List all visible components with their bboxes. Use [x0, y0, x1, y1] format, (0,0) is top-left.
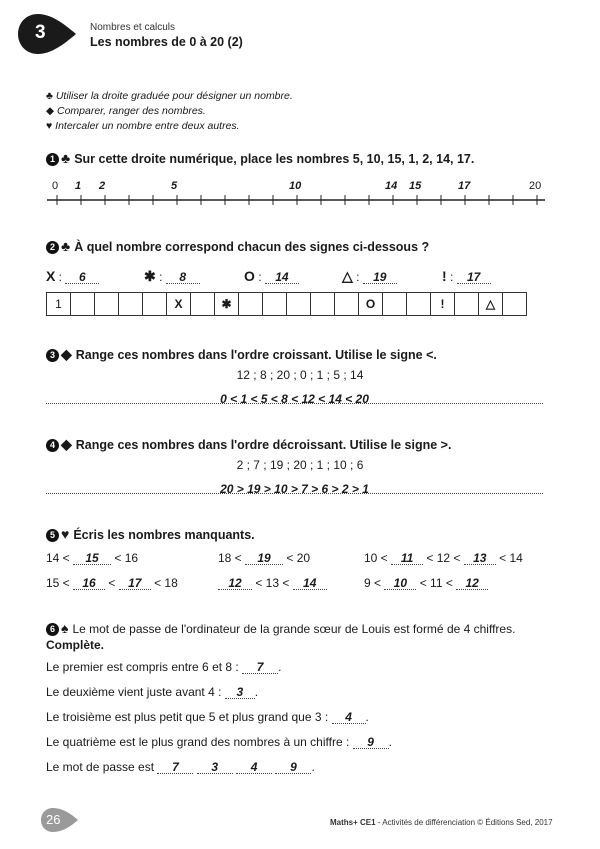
sign-triangle: △ : 19: [342, 268, 397, 285]
exercise-number: 6: [46, 623, 59, 636]
exercise-number: 2: [46, 241, 59, 254]
exercise-number: 4: [46, 439, 59, 452]
heart-icon: ♥: [61, 526, 70, 542]
numbers-to-sort: 2 ; 7 ; 19 ; 20 ; 1 ; 10 ; 6: [236, 458, 364, 472]
page-title: Les nombres de 0 à 20 (2): [90, 35, 243, 49]
sign-star: ✱ : 8: [144, 268, 200, 285]
grid-cell: [383, 293, 407, 316]
tick-label-15: 15: [409, 180, 422, 192]
exercise-number: 1: [46, 153, 59, 166]
grid-cell: [119, 293, 143, 316]
answer-line: [46, 390, 543, 404]
exercise-3-title: 3 ◆ Range ces nombres dans l'ordre croissant. Utilise le signe <.: [46, 346, 437, 363]
grid-cell: !: [431, 293, 455, 316]
spade-icon: ♠: [61, 620, 69, 636]
exercise-6-title: 6 ♠ Le mot de passe de l'ordinateur de la grande sœur de Louis est formé de 4 chiffres. Complète.: [46, 620, 556, 653]
clue-line-4: Le quatrième est le plus grand des nombres à un chiffre : 9 .: [46, 735, 392, 749]
diamond-icon: ◆: [61, 346, 72, 362]
answer-text: 20 > 19 > 10 > 7 > 6 > 2 > 1: [220, 482, 369, 496]
grid-cell: [335, 293, 359, 316]
diamond-icon: ◆: [46, 105, 55, 117]
clue-line-3: Le troisième est plus petit que 5 et plus grand que 3 : 4 .: [46, 710, 369, 724]
grid-cell: [503, 293, 527, 316]
grid-cell: 1: [47, 293, 71, 316]
exercise-number: 3: [46, 349, 59, 362]
grid-cell: △: [479, 293, 503, 316]
tick-label-14: 14: [385, 180, 398, 192]
grid-cell: ✱: [215, 293, 239, 316]
chapter-badge: [16, 12, 78, 56]
numbers-to-sort: 12 ; 8 ; 20 ; 0 ; 1 ; 5 ; 14: [236, 368, 364, 382]
tick-label-2: 2: [99, 180, 106, 192]
exercise-2-title: 2 ♣ À quel nombre correspond chacun des signes ci-dessous ?: [46, 238, 429, 254]
grid-cell: [263, 293, 287, 316]
heart-icon: ♥: [46, 120, 53, 132]
tick-label-5: 5: [171, 180, 178, 192]
tick-label-10: 10: [289, 180, 302, 192]
grid-cell: [311, 293, 335, 316]
grid-cell: [287, 293, 311, 316]
clue-line-2: Le deuxième vient juste avant 4 : 3 .: [46, 685, 259, 699]
objectives: [46, 89, 293, 134]
exercise-1-title: 1 ♣ Sur cette droite numérique, place les nombres 5, 10, 15, 1, 2, 14, 17.: [46, 150, 474, 166]
tick-label-1: 1: [75, 180, 82, 192]
club-icon: ♣: [46, 90, 53, 102]
section-label: Nombres et calculs: [90, 22, 176, 33]
exercise-5-title: 5 ♥ Écris les nombres manquants.: [46, 526, 255, 542]
exercise-4-title: 4 ◆ Range ces nombres dans l'ordre décroissant. Utilise le signe >.: [46, 436, 451, 453]
grid-cell: [455, 293, 479, 316]
sign-exclamation: ! : 17: [442, 268, 491, 284]
password-line: Le mot de passe est 7 3 4 9 .: [46, 760, 315, 774]
grid-cell: [95, 293, 119, 316]
club-icon: ♣: [61, 238, 71, 254]
footer-credit: Maths+ CE1 - Activités de différenciation © Éditions Sed, 2017: [330, 818, 553, 827]
objective-item: ♣ Utiliser la droite graduée pour désigner un nombre.: [46, 90, 293, 102]
answer-text: 0 < 1 < 5 < 8 < 12 < 14 < 20: [220, 392, 369, 406]
objective-item: ♥ Intercaler un nombre entre deux autres.: [46, 120, 240, 132]
diamond-icon: ◆: [61, 436, 72, 452]
chapter-number: 3: [35, 22, 46, 43]
grid-cell: [407, 293, 431, 316]
tick-label-0: 0: [52, 180, 59, 192]
exercise-number: 5: [46, 529, 59, 542]
grid-cell: [191, 293, 215, 316]
answer-line: [46, 480, 543, 494]
grid-cell: X: [167, 293, 191, 316]
objective-item: ◆ Comparer, ranger des nombres.: [46, 105, 206, 117]
sign-x: X : 6: [46, 268, 99, 284]
grid-cell: [239, 293, 263, 316]
sign-circle: O : 14: [244, 268, 299, 284]
number-line: [45, 178, 550, 208]
grid-cell: O: [359, 293, 383, 316]
clue-line-1: Le premier est compris entre 6 et 8 : 7 .: [46, 660, 282, 674]
grid-cell: [143, 293, 167, 316]
tick-label-20: 20: [529, 180, 542, 192]
club-icon: ♣: [61, 150, 71, 166]
grid-cell: [71, 293, 95, 316]
tick-label-17: 17: [458, 180, 471, 192]
page-number-badge: [40, 807, 80, 833]
exercise-6-subtitle: Complète.: [46, 638, 105, 652]
page-number: 26: [46, 812, 61, 827]
number-grid: [46, 292, 527, 316]
